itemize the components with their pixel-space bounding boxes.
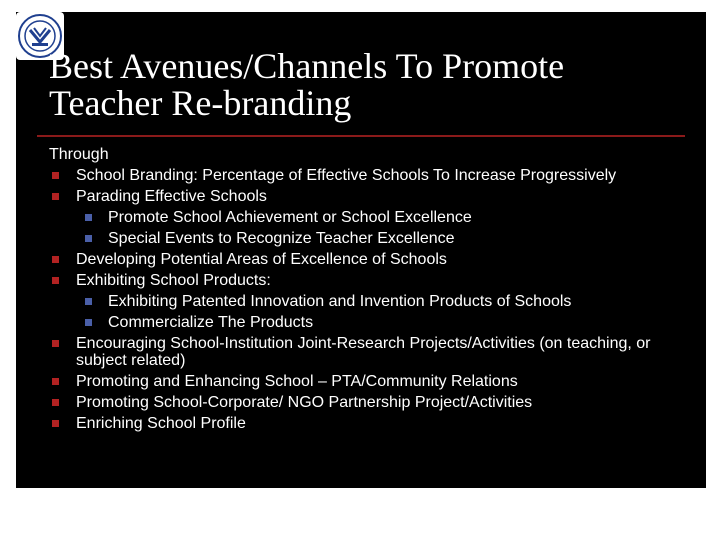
bullet-text: Developing Potential Areas of Excellence of Schools <box>76 251 447 268</box>
square-bullet-icon <box>52 420 59 427</box>
sub-bullet-item <box>49 209 689 226</box>
square-bullet-icon <box>52 277 59 284</box>
square-bullet-icon <box>85 319 92 326</box>
bullet-text: Parading Effective Schools <box>76 188 267 205</box>
bullet-text: Promoting School-Corporate/ NGO Partnership Project/Activities <box>76 394 533 411</box>
bullet-item <box>49 188 689 205</box>
square-bullet-icon <box>52 193 59 200</box>
bullet-text: Special Events to Recognize Teacher Excellence <box>108 230 455 247</box>
bullet-item <box>49 335 689 369</box>
square-bullet-icon <box>52 378 59 385</box>
bullet-item <box>49 251 689 268</box>
bullet-text: Promoting and Enhancing School – PTA/Community Relations <box>76 373 518 390</box>
sub-bullet-item <box>49 293 689 310</box>
bullet-item <box>49 167 689 184</box>
square-bullet-icon <box>52 399 59 406</box>
slide <box>16 12 706 523</box>
bullet-text: Exhibiting School Products: <box>76 272 271 289</box>
sub-bullet-item <box>49 314 689 331</box>
bullet-text: Encouraging School-Institution Joint-Research Projects/Activities (on teaching, or subject related) <box>76 335 651 369</box>
bullet-text: Promote School Achievement or School Excellence <box>108 209 472 226</box>
bullet-text: Commercialize The Products <box>108 314 314 331</box>
square-bullet-icon <box>85 298 92 305</box>
title-line: Best Avenues/Channels To Promote <box>49 46 565 86</box>
title-line: Teacher Re-branding <box>49 83 352 123</box>
intro-text: Through <box>49 146 109 163</box>
bullet-list <box>49 167 689 432</box>
footer-text: YWI <box>352 513 370 523</box>
square-bullet-icon <box>85 214 92 221</box>
bullet-item <box>49 415 689 432</box>
square-bullet-icon <box>85 235 92 242</box>
bullet-text: Enriching School Profile <box>76 415 246 432</box>
square-bullet-icon <box>52 340 59 347</box>
bullet-text: School Branding: Percentage of Effective Schools To Increase Progressively <box>76 167 617 184</box>
title-divider <box>37 135 685 137</box>
bullet-item <box>49 272 689 289</box>
bullet-text: Exhibiting Patented Innovation and Invention Products of Schools <box>108 293 572 310</box>
bullet-item <box>49 394 689 411</box>
square-bullet-icon <box>52 256 59 263</box>
slide-title <box>49 48 689 122</box>
square-bullet-icon <box>52 172 59 179</box>
bullet-item <box>49 373 689 390</box>
slide-body <box>49 146 689 436</box>
sub-bullet-item <box>49 230 689 247</box>
